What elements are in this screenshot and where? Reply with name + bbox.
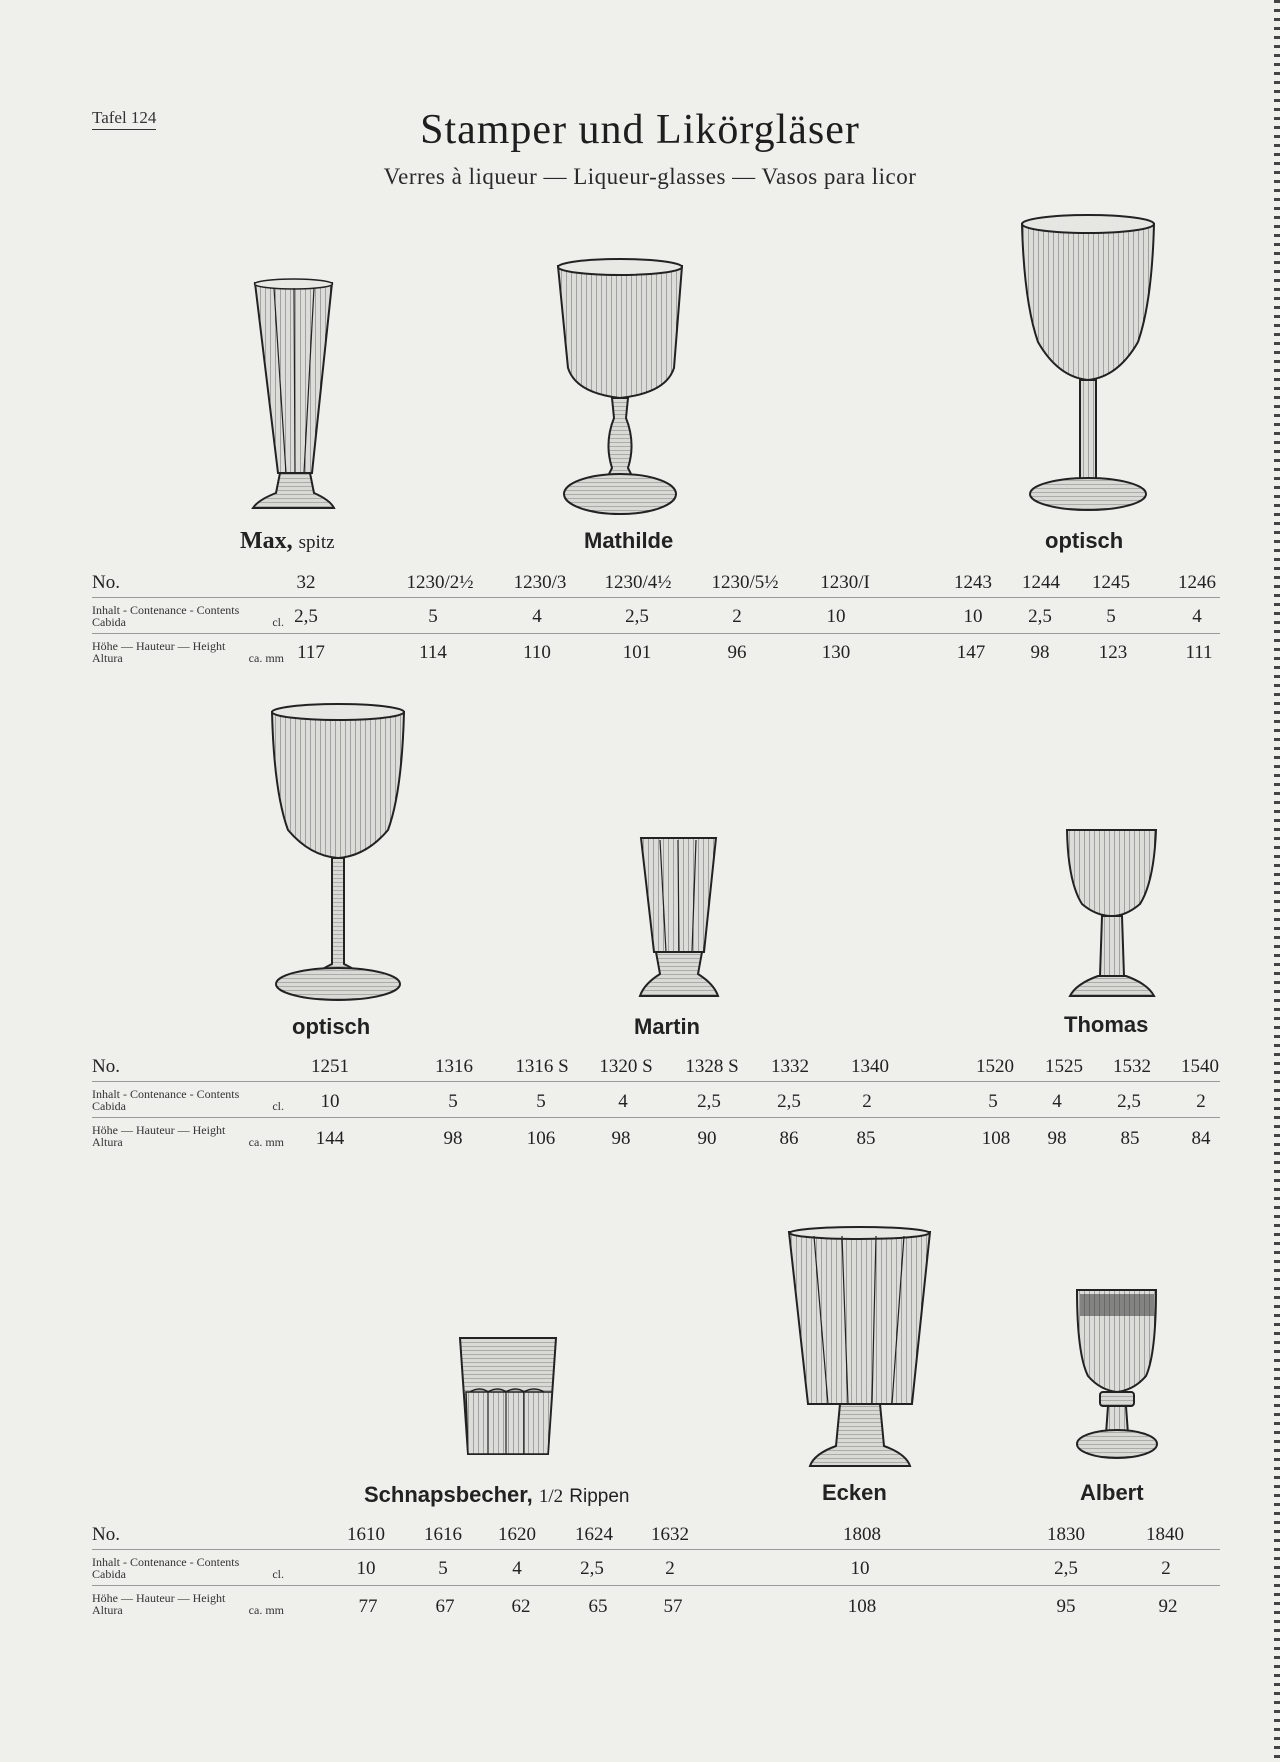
spec-height: 108 xyxy=(981,1128,1011,1149)
spec-height: 77 xyxy=(358,1596,378,1617)
spec-contents: 2,5 xyxy=(580,1558,604,1579)
thomas-name: Thomas xyxy=(1064,1012,1149,1037)
schnapsbecher-name: Schnapsbecher, 1/2 Rippen xyxy=(364,1482,630,1507)
spec-no: 1244 xyxy=(1022,572,1060,593)
page-title: Stamper und Likörgläser xyxy=(420,107,860,153)
page-subtitle: Verres à liqueur — Liqueur-glasses — Vasos para licor xyxy=(383,164,917,189)
section3-rule-2 xyxy=(92,1585,1220,1586)
spec-contents: 2 xyxy=(665,1558,675,1579)
spec-height: 84 xyxy=(1191,1128,1211,1149)
spec-no: 1632 xyxy=(651,1524,689,1545)
section1-rule-2 xyxy=(92,633,1220,634)
spec-no: 1320 S xyxy=(599,1056,653,1077)
spec-no: 1230/3 xyxy=(513,572,567,593)
spec-height: 67 xyxy=(435,1596,455,1617)
mathilde-glass-illustration xyxy=(556,258,686,518)
ecken-name: Ecken xyxy=(822,1480,887,1505)
section3-height-label: Höhe — Hauteur — Height Altura ca. mm xyxy=(92,1591,284,1617)
section1-rule-1 xyxy=(92,597,1220,598)
section2-rule-1 xyxy=(92,1081,1220,1082)
spec-contents: 5 xyxy=(536,1091,546,1112)
spec-height: 98 xyxy=(443,1128,463,1149)
spec-height: 65 xyxy=(588,1596,608,1617)
spec-no: 1520 xyxy=(976,1056,1014,1077)
spec-no: 1230/I xyxy=(820,572,870,593)
spec-height: 86 xyxy=(779,1128,799,1149)
spec-height: 96 xyxy=(727,642,747,663)
spec-contents: 5 xyxy=(438,1558,448,1579)
spec-no: 32 xyxy=(296,572,316,593)
spec-no: 1525 xyxy=(1045,1056,1083,1077)
spec-height: 117 xyxy=(297,642,325,663)
spec-height: 101 xyxy=(622,642,652,663)
spec-contents: 4 xyxy=(1052,1091,1062,1112)
plate-number: Tafel 124 xyxy=(92,108,156,130)
max-glass-illustration xyxy=(250,278,340,523)
spec-no: 1230/2½ xyxy=(406,572,474,593)
spec-height: 98 xyxy=(1047,1128,1067,1149)
spec-height: 90 xyxy=(697,1128,717,1149)
spec-no: 1616 xyxy=(424,1524,462,1545)
spec-contents: 4 xyxy=(512,1558,522,1579)
albert-glass-illustration xyxy=(1074,1284,1160,1470)
spec-no: 1316 xyxy=(435,1056,473,1077)
spec-no: 1251 xyxy=(311,1056,349,1077)
spec-no: 1340 xyxy=(851,1056,889,1077)
spec-height: 62 xyxy=(511,1596,531,1617)
albert-name: Albert xyxy=(1080,1480,1144,1505)
optisch-mid-name: optisch xyxy=(292,1014,371,1039)
spec-contents: 10 xyxy=(826,606,846,627)
section3-contents-label: Inhalt - Contenance - Contents Cabida cl. xyxy=(92,1555,284,1581)
spec-contents: 5 xyxy=(1106,606,1116,627)
spec-height: 85 xyxy=(856,1128,876,1149)
optisch-top-name: optisch xyxy=(1045,528,1124,553)
spec-contents: 2 xyxy=(1196,1091,1206,1112)
optisch-mid-glass-illustration xyxy=(270,702,408,1002)
spec-height: 110 xyxy=(523,642,551,663)
spec-no: 1624 xyxy=(575,1524,613,1545)
spec-height: 106 xyxy=(526,1128,556,1149)
optisch-top-glass-illustration xyxy=(1018,212,1158,517)
spec-no: 1230/5½ xyxy=(711,572,779,593)
spec-height: 111 xyxy=(1185,642,1213,663)
spec-contents: 5 xyxy=(988,1091,998,1112)
spec-height: 123 xyxy=(1098,642,1128,663)
thomas-glass-illustration xyxy=(1064,826,1160,1004)
spec-contents: 2,5 xyxy=(1117,1091,1141,1112)
spec-height: 95 xyxy=(1056,1596,1076,1617)
spec-no: 1808 xyxy=(843,1524,881,1545)
spec-height: 144 xyxy=(315,1128,345,1149)
spec-contents: 2,5 xyxy=(1054,1558,1078,1579)
spec-no: 1532 xyxy=(1113,1056,1151,1077)
section2-contents-label: Inhalt - Contenance - Contents Cabida cl. xyxy=(92,1087,284,1113)
spec-no: 1246 xyxy=(1178,572,1216,593)
spec-contents: 5 xyxy=(448,1091,458,1112)
spec-no: 1840 xyxy=(1146,1524,1184,1545)
spec-contents: 2,5 xyxy=(294,606,318,627)
spec-contents: 5 xyxy=(428,606,438,627)
spec-contents: 10 xyxy=(320,1091,340,1112)
spec-height: 98 xyxy=(611,1128,631,1149)
section2-height-label: Höhe — Hauteur — Height Altura ca. mm xyxy=(92,1123,284,1149)
spec-contents: 4 xyxy=(618,1091,628,1112)
ecken-glass-illustration xyxy=(786,1226,934,1476)
spec-no: 1245 xyxy=(1092,572,1130,593)
section2-rule-2 xyxy=(92,1117,1220,1118)
schnapsbecher-glass-illustration xyxy=(458,1334,560,1462)
spec-no: 1328 S xyxy=(685,1056,739,1077)
spec-contents: 2 xyxy=(732,606,742,627)
spec-no: 1830 xyxy=(1047,1524,1085,1545)
spec-height: 130 xyxy=(821,642,851,663)
spec-height: 108 xyxy=(847,1596,877,1617)
spec-height: 92 xyxy=(1158,1596,1178,1617)
spec-no: 1243 xyxy=(954,572,992,593)
section1-contents-label: Inhalt - Contenance - Contents Cabida cl. xyxy=(92,603,284,629)
spec-no: 1230/4½ xyxy=(604,572,672,593)
spec-no: 1332 xyxy=(771,1056,809,1077)
spec-no: 1540 xyxy=(1181,1056,1219,1077)
spec-no: 1620 xyxy=(498,1524,536,1545)
mathilde-name: Mathilde xyxy=(584,528,674,553)
spec-contents: 2,5 xyxy=(777,1091,801,1112)
spec-contents: 2 xyxy=(862,1091,872,1112)
spec-contents: 4 xyxy=(532,606,542,627)
max-name: Max, spitz xyxy=(240,528,335,554)
page-edge-perforation xyxy=(1274,0,1280,1762)
spec-contents: 2,5 xyxy=(697,1091,721,1112)
spec-height: 98 xyxy=(1030,642,1050,663)
spec-contents: 2,5 xyxy=(625,606,649,627)
spec-contents: 2,5 xyxy=(1028,606,1052,627)
spec-no: 1316 S xyxy=(515,1056,569,1077)
spec-contents: 2 xyxy=(1161,1558,1171,1579)
spec-contents: 10 xyxy=(963,606,983,627)
spec-contents: 10 xyxy=(850,1558,870,1579)
section1-height-label: Höhe — Hauteur — Height Altura ca. mm xyxy=(92,639,284,665)
spec-no: 1610 xyxy=(347,1524,385,1545)
martin-name: Martin xyxy=(634,1014,700,1039)
spec-height: 57 xyxy=(663,1596,683,1617)
section3-rule-1 xyxy=(92,1549,1220,1550)
spec-height: 114 xyxy=(419,642,447,663)
spec-height: 85 xyxy=(1120,1128,1140,1149)
section2-no-label: No. xyxy=(92,1056,120,1077)
section1-no-label: No. xyxy=(92,572,120,593)
spec-height: 147 xyxy=(956,642,986,663)
section3-no-label: No. xyxy=(92,1524,120,1545)
martin-glass-illustration xyxy=(638,834,724,1004)
spec-contents: 10 xyxy=(356,1558,376,1579)
spec-contents: 4 xyxy=(1192,606,1202,627)
